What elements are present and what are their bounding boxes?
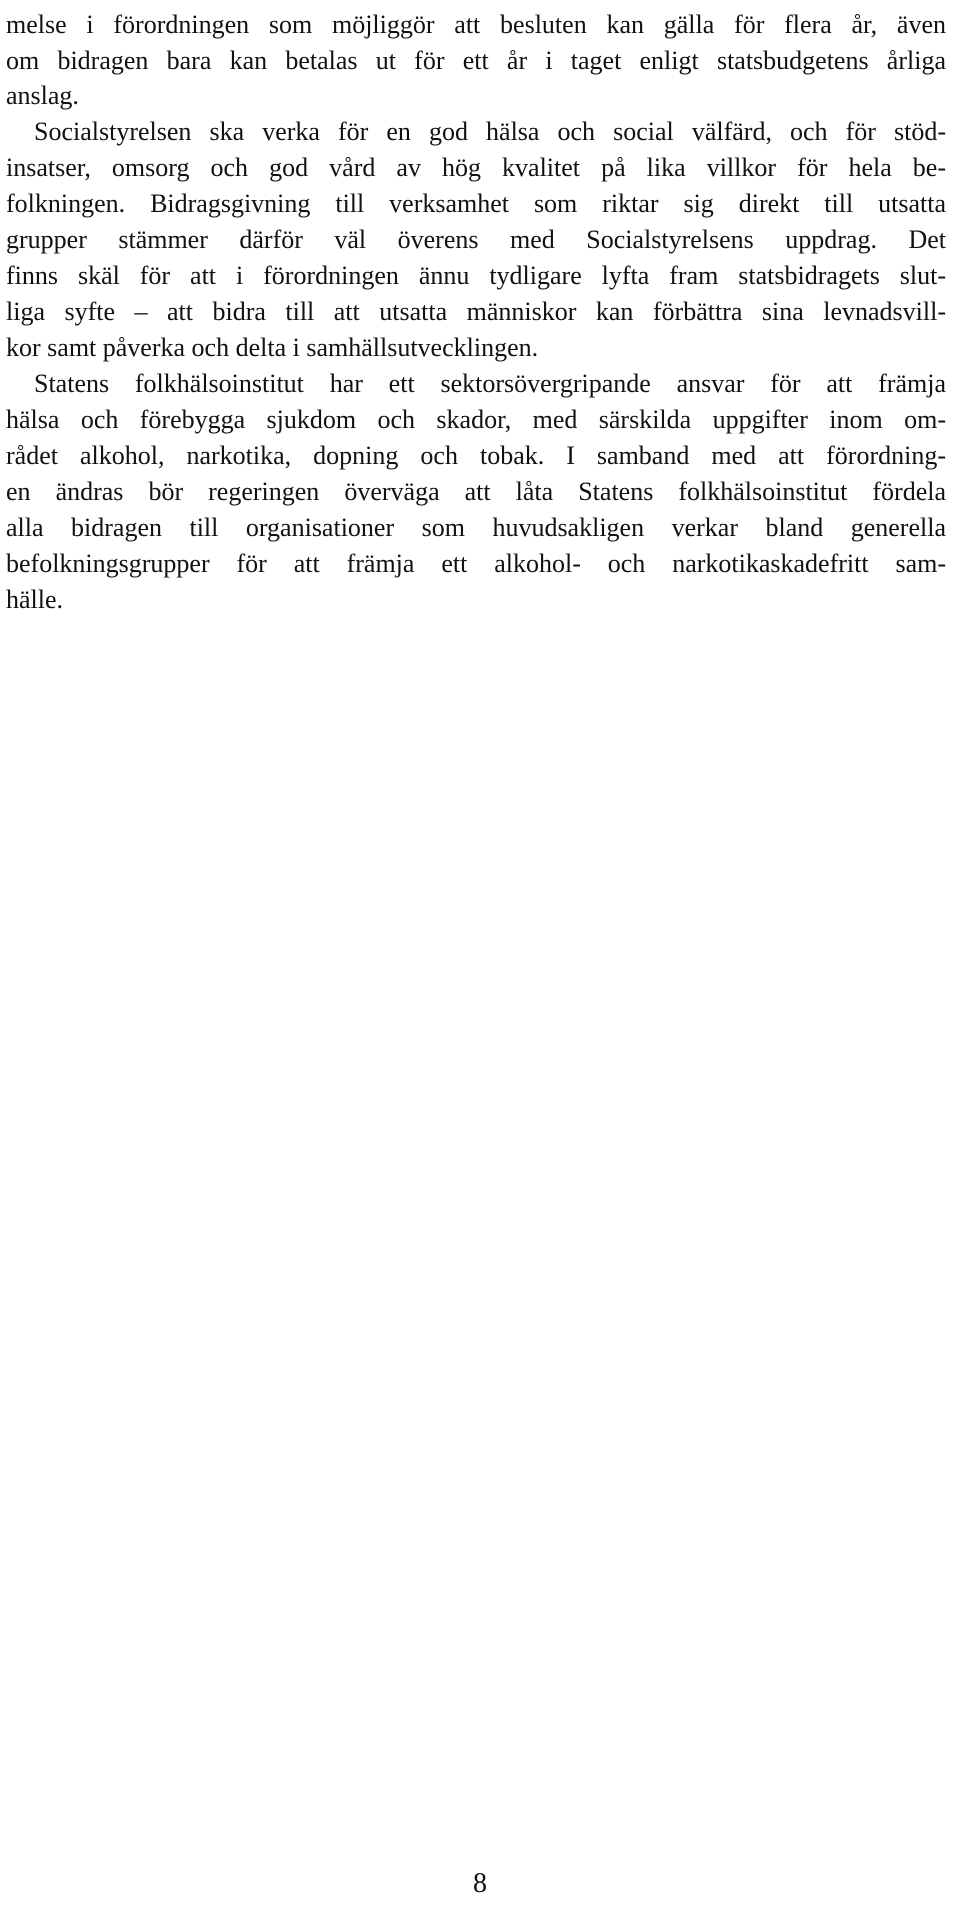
text-line: en ändras bör regeringen överväga att låta Statens folkhälsoinstitut fördela	[6, 477, 946, 506]
text-line: liga syfte – att bidra till att utsatta människor kan förbättra sina levnadsvill-	[6, 297, 946, 326]
text-line: hälsa och förebygga sjukdom och skador, med särskilda uppgifter inom om-	[6, 405, 946, 434]
text-line: insatser, omsorg och god vård av hög kvalitet på lika villkor för hela be-	[6, 153, 946, 182]
text-line: rådet alkohol, narkotika, dopning och tobak. I samband med att förordning-	[6, 441, 946, 470]
text-line: om bidragen bara kan betalas ut för ett år i taget enligt statsbudgetens årliga	[6, 46, 946, 75]
text-line: Socialstyrelsen ska verka för en god hälsa och social välfärd, och för stöd-	[34, 117, 946, 146]
page-number: 8	[473, 1868, 487, 1899]
text-line: kor samt påverka och delta i samhällsutvecklingen.	[6, 333, 539, 362]
text-line: alla bidragen till organisationer som huvudsakligen verkar bland generella	[6, 513, 946, 542]
text-line: anslag.	[6, 81, 79, 110]
text-line: folkningen. Bidragsgivning till verksamhet som riktar sig direkt till utsatta	[6, 189, 946, 218]
text-line: grupper stämmer därför väl överens med Socialstyrelsens uppdrag. Det	[6, 225, 946, 254]
text-line: befolkningsgrupper för att främja ett alkohol- och narkotikaskadefritt sam-	[6, 549, 946, 578]
text-line: melse i förordningen som möjliggör att besluten kan gälla för flera år, även	[6, 10, 946, 39]
text-line: finns skäl för att i förordningen ännu tydligare lyfta fram statsbidragets slut-	[6, 261, 946, 290]
text-line: hälle.	[6, 585, 64, 614]
text-line: Statens folkhälsoinstitut har ett sektorsövergripande ansvar för att främja	[34, 369, 946, 398]
